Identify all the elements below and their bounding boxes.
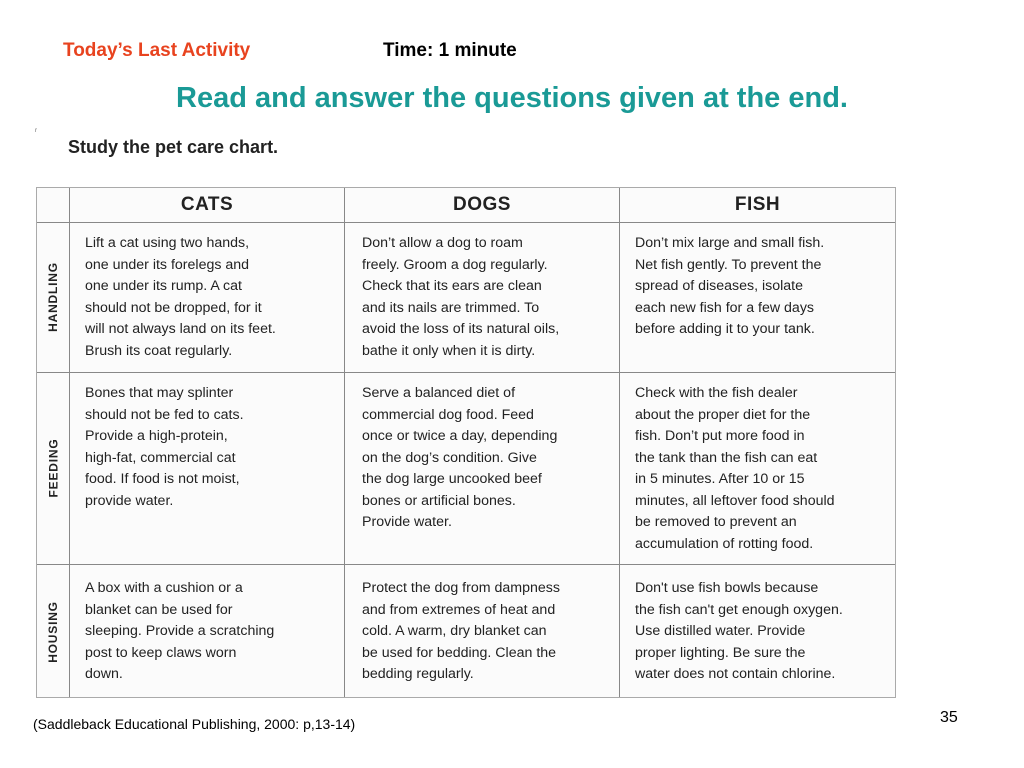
row-label-text: FEEDING <box>46 438 61 498</box>
cell-handling-cats: Lift a cat using two hands, one under its forelegs and one under its rump. A cat should not be dropped, for it will not always land on its feet. Brush its coat regularly. <box>85 235 276 359</box>
cell-feeding-cats: Bones that may splinter should not be fed to cats. Provide a high-protein, high-fat, commercial cat food. If food is not moist, provide water. <box>85 385 244 509</box>
cell-housing-cats: A box with a cushion or a blanket can be used for sleeping. Provide a scratching post to keep claws worn down. <box>85 580 275 682</box>
row-divider <box>37 564 895 565</box>
activity-label: Today’s Last Activity <box>63 40 251 61</box>
row-label-handling <box>37 222 69 372</box>
row-label-text: HANDLING <box>46 262 61 332</box>
cell-housing-dogs: Protect the dog from dampness and from extremes of heat and cold. A warm, dry blanket can be used for bedding. Clean the bedding regularly. <box>362 580 560 682</box>
column-divider <box>344 188 345 697</box>
pet-care-chart <box>36 187 896 698</box>
header-divider <box>37 222 895 223</box>
scan-mark: ʳ <box>35 126 38 136</box>
instruction-heading: Read and answer the questions given at the end. <box>176 82 848 114</box>
column-divider <box>619 188 620 697</box>
row-divider <box>37 372 895 373</box>
cell-handling-fish: Don’t mix large and small fish. Net fish gently. To prevent the spread of diseases, isolate each new fish for a few days before adding it to your tank. <box>635 235 825 337</box>
cell-housing-fish: Don't use fish bowls because the fish can't get enough oxygen. Use distilled water. Provide proper lighting. Be sure the water does not contain chlorine. <box>635 580 843 682</box>
column-header-dogs: DOGS <box>344 188 619 222</box>
cell-handling-dogs: Don’t allow a dog to roam freely. Groom a dog regularly. Check that its ears are clean and its nails are trimmed. To avoid the loss of its natural oils, bathe it only when it is dirty. <box>362 235 560 359</box>
row-label-housing <box>37 564 69 699</box>
column-header-cats: CATS <box>69 188 344 222</box>
column-header-fish: FISH <box>619 188 895 222</box>
citation: (Saddleback Educational Publishing, 2000: p,13-14) <box>33 716 356 732</box>
time-label: Time: 1 minute <box>383 40 517 61</box>
cell-feeding-dogs: Serve a balanced diet of commercial dog food. Feed once or twice a day, depending on the dog’s condition. Give the dog large uncooked beef bones or artificial bones. Provide water. <box>362 385 558 530</box>
cell-feeding-fish: Check with the fish dealer about the proper diet for the fish. Don’t put more food in the tank than the fish can eat in 5 minutes. After 10 or 15 minutes, all leftover food should be removed to prevent an accumulation of rotting food. <box>635 385 835 552</box>
row-label-feeding <box>37 372 69 564</box>
column-divider <box>69 188 70 697</box>
row-label-text: HOUSING <box>46 600 61 663</box>
page-number: 35 <box>940 709 958 726</box>
chart-title: Study the pet care chart. <box>68 137 279 157</box>
